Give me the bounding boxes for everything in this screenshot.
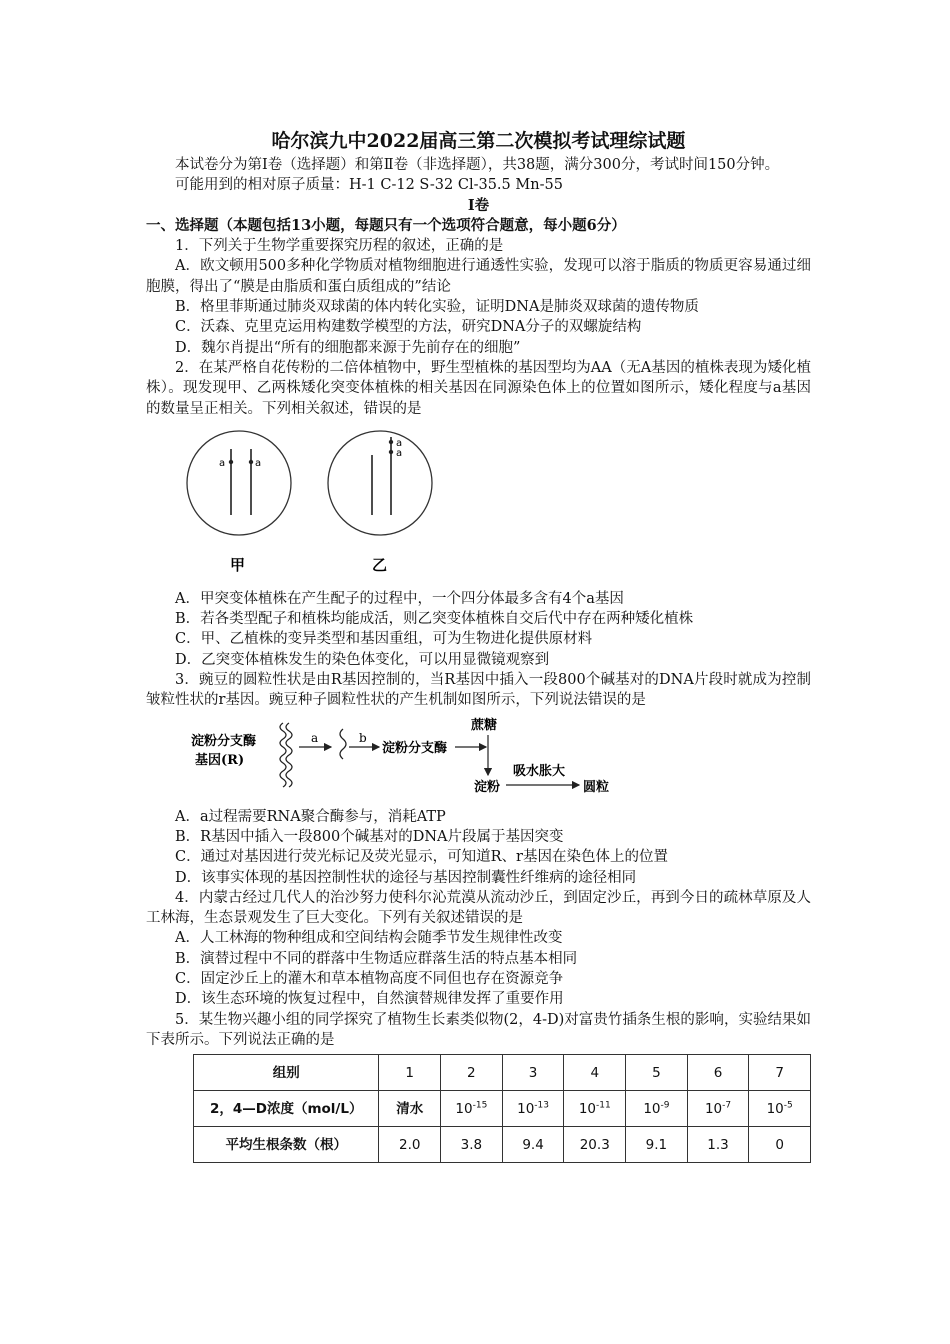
q1-option-d: D．魏尔肖提出“所有的细胞都来源于先前存在的细胞”: [175, 339, 521, 356]
atomic-masses: 可能用到的相对原子质量：H-1 C-12 S-32 Cl-35.5 Mn-55: [175, 177, 563, 194]
conc-cell: $10^{-13}$: [502, 1091, 564, 1127]
dna-helix-1: [280, 723, 286, 787]
gene-locus-yi-1: [389, 440, 393, 444]
roots-cell: 20.3: [564, 1127, 626, 1163]
cell-yi-circle: [328, 431, 432, 535]
group-cell: 5: [626, 1055, 688, 1091]
gene-label-yi-2: a: [396, 447, 403, 459]
roots-cell: 9.1: [626, 1127, 688, 1163]
dna-helix-2: [286, 723, 292, 787]
section-label: Ⅰ卷: [467, 196, 490, 214]
table-row-groups: [194, 1055, 811, 1091]
q2-option-c: C．甲、乙植株的变异类型和基因重组，可为生物进化提供原材料: [175, 631, 593, 648]
gene-line1: 淀粉分支酶: [191, 733, 257, 749]
q1-option-a: A．欧文顿用500多种化学物质对植物细胞进行通透性实验，发现可以溶于脂质的物质更容易通过细胞膜，得出了“膜是由脂质和蛋白质组成的”结论: [146, 258, 811, 295]
q3-option-a: A．a过程需要RNA聚合酶参与，消耗ATP: [175, 808, 446, 825]
q5-stem: 5．某生物兴趣小组的同学探究了植物生长素类似物(2，4-D)对富贵竹插条生根的影响，实验结果如下表所示。下列说法正确的是: [146, 1011, 811, 1048]
enzyme-label: 淀粉分支酶: [382, 740, 448, 756]
row-header-concentration: 2，4—D浓度（mol/L）: [194, 1091, 379, 1127]
pea-mechanism-diagram: [191, 717, 671, 803]
q3-option-b: B．R基因中插入一段800个碱基对的DNA片段属于基因突变: [175, 828, 564, 845]
q3-option-c: C．通过对基因进行荧光标记及荧光显示，可知道R、r基因在染色体上的位置: [175, 849, 668, 866]
roots-cell: 3.8: [441, 1127, 503, 1163]
group-cell: 4: [564, 1055, 626, 1091]
group-cell: 1: [379, 1055, 441, 1091]
group-cell: 3: [502, 1055, 564, 1091]
q1-option-b: B．格里菲斯通过肺炎双球菌的体内转化实验，证明DNA是肺炎双球菌的遗传物质: [175, 299, 699, 316]
part-heading: 一、选择题（本题包括13小题，每题只有一个选项符合题意，每小题6分）: [146, 216, 626, 234]
step-a-label: a: [311, 730, 319, 745]
q4-stem: 4．内蒙古经过几代人的治沙努力使科尔沁荒漠从流动沙丘，到固定沙丘，再到今日的疏林草原及人工林海，生态景观发生了巨大变化。下列有关叙述错误的是: [146, 889, 811, 927]
cell-jia-label: 甲: [230, 555, 246, 574]
gene-label-jia-2: a: [255, 457, 262, 469]
q2-option-b: B．若各类型配子和植株均能成活，则乙突变体植株自交后代中存在两种矮化植株: [175, 611, 694, 628]
sucrose-label: 蔗糖: [471, 717, 498, 733]
q1-option-c: C．沃森、克里克运用构建数学模型的方法，研究DNA分子的双螺旋结构: [175, 319, 642, 336]
row-header-group: 组别: [194, 1055, 379, 1091]
q2-option-d: D．乙突变体植株发生的染色体变化，可以用显微镜观察到: [175, 651, 550, 668]
q4-option-c: C．固定沙丘上的灌木和草本植物高度不同但也存在资源竞争: [175, 971, 564, 988]
gene-locus-yi-2: [389, 450, 393, 454]
conc-cell: 清水: [379, 1091, 441, 1127]
round-label: 圆粒: [583, 779, 610, 795]
roots-cell: 1.3: [687, 1127, 749, 1163]
q3-stem: 3．豌豆的圆粒性状是由R基因控制的，当R基因中插入一段800个碱基对的DNA片段时就成为控制皱粒性状的r基因。豌豆种子圆粒性状的产生机制如图所示，下列说法错误的是: [146, 672, 811, 709]
q4-option-a: A．人工林海的物种组成和空间结构会随季节发生规律性改变: [175, 930, 563, 947]
q2-option-a: A．甲突变体植株在产生配子的过程中，一个四分体最多含有4个a基因: [175, 590, 624, 607]
starch-label: 淀粉: [474, 779, 501, 795]
gene-line2: 基因(R): [195, 752, 245, 768]
exam-title: 哈尔滨九中2022届高三第二次模拟考试理综试题: [271, 130, 686, 152]
cell-jia-circle: [187, 431, 291, 535]
mrna-strand: [340, 729, 346, 759]
q2-stem: 2．在某严格自花传粉的二倍体植物中，野生型植株的基因型均为AA（无A基因的植株表现为矮化植株）。现发现甲、乙两株矮化突变体植株的相关基因在同源染色体上的位置如图所示，矮化程度与a基因的数量呈正相关。下列相关叙述，错误的是: [146, 359, 811, 417]
intro-text: 本试卷分为第Ⅰ卷（选择题）和第Ⅱ卷（非选择题），共38题，满分300分，考试时间150分钟。: [175, 157, 780, 173]
q5-results-table: [193, 1054, 811, 1163]
table-row-roots: [194, 1127, 811, 1163]
q4-option-b: B．演替过程中不同的群落中生物适应群落生活的特点基本相同: [175, 950, 578, 967]
q3-option-d: D．该事实体现的基因控制性状的途径与基因控制囊性纤维病的途径相同: [175, 869, 637, 886]
conc-cell: $10^{-9}$: [626, 1091, 688, 1127]
group-cell: 2: [441, 1055, 503, 1091]
step-b-label: b: [359, 730, 367, 745]
row-header-roots: 平均生根条数（根）: [194, 1127, 379, 1163]
pea-mechanism-figure: [146, 717, 811, 803]
gene-locus-jia-1: [229, 460, 233, 464]
conc-cell: $10^{-11}$: [564, 1091, 626, 1127]
roots-cell: 0: [749, 1127, 811, 1163]
gene-label-jia-1: a: [219, 457, 226, 469]
roots-cell: 2.0: [379, 1127, 441, 1163]
conc-cell: $10^{-5}$: [749, 1091, 811, 1127]
table-row-concentration: [194, 1091, 811, 1127]
roots-cell: 9.4: [502, 1127, 564, 1163]
gene-label-yi-1: a: [396, 437, 403, 449]
absorb-label: 吸水胀大: [513, 763, 566, 779]
exam-page: [146, 128, 811, 1163]
chromosome-figure: [146, 425, 811, 585]
cell-yi-label: 乙: [372, 555, 388, 574]
q4-option-d: D．该生态环境的恢复过程中，自然演替规律发挥了重要作用: [175, 991, 564, 1008]
chromosome-diagram: [186, 425, 486, 585]
q1-stem: 1．下列关于生物学重要探究历程的叙述，正确的是: [175, 238, 504, 255]
conc-cell: $10^{-7}$: [687, 1091, 749, 1127]
gene-locus-jia-2: [249, 460, 253, 464]
group-cell: 6: [687, 1055, 749, 1091]
group-cell: 7: [749, 1055, 811, 1091]
conc-cell: $10^{-15}$: [441, 1091, 503, 1127]
